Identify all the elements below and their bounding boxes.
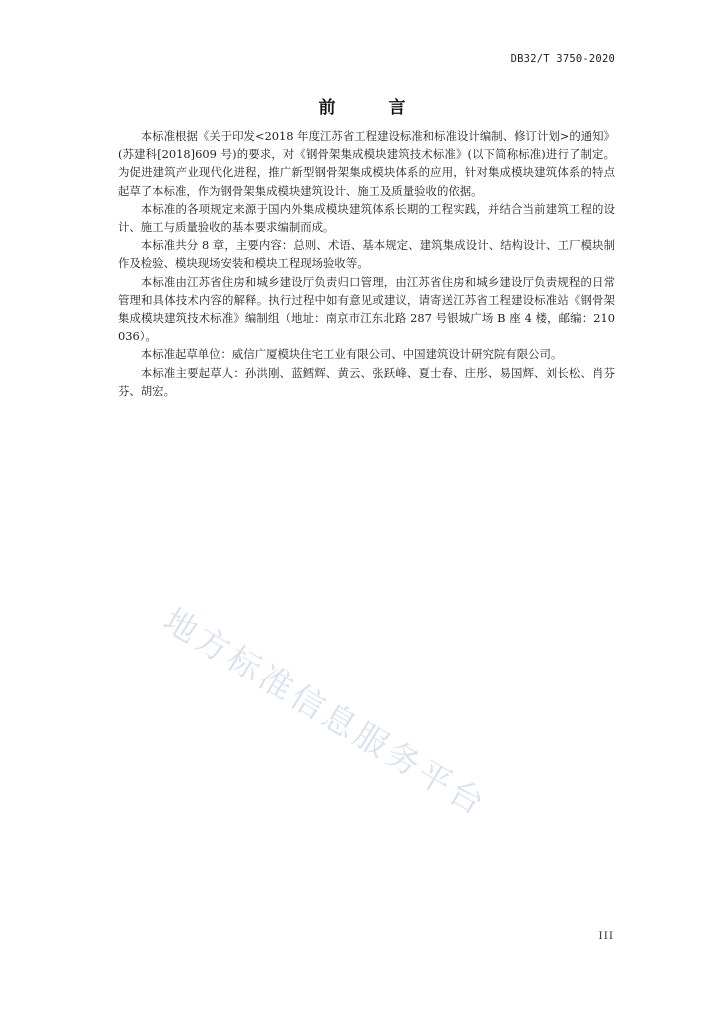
paragraph: 本标准根据《关于印发<2018 年度江苏省工程建设标准和标准设计编制、修订计划>的通知》(苏建科[2018]609 号)的要求，对《钢骨架集成模块建筑技术标准》(以下简称标准)进行了制定。为促进建筑产业现代化进程，推广新型钢骨架集成模块体系的应用，针对集成模块建筑体系的特点起草了本标准，作为钢骨架集成模块建筑设计、施工及质量验收的依据。 (118, 129, 615, 198)
paragraph: 本标准共分 8 章，主要内容：总则、术语、基本规定、建筑集成设计、结构设计、工厂模块制作及检验、模块现场安装和模块工程现场验收等。 (118, 238, 615, 271)
paragraph: 本标准的各项规定来源于国内外集成模块建筑体系长期的工程实践，并结合当前建筑工程的设计、施工与质量验收的基本要求编制而成。 (118, 201, 615, 235)
section-title: 前 言 (318, 98, 424, 118)
paragraph: 本标准由江苏省住房和城乡建设厅负责归口管理，由江苏省住房和城乡建设厅负责规程的日常管理和具体技术内容的解释。执行过程中如有意见或建议，请寄送江苏省工程建设标准站《钢骨架集成模块建筑技术标准》编制组（地址：南京市江东北路 287 号银城广场 B 座 4 楼，邮编：210036）。 (118, 274, 615, 344)
paragraph: 本标准主要起草人：孙洪刚、蓝鳕辉、黄云、张跃峰、夏士春、庄彤、易国辉、刘长松、肖芬芬、胡宏。 (118, 365, 615, 398)
watermark: 地方标准信息服务平台 (156, 600, 495, 825)
foreword-body (118, 127, 615, 400)
page-number: III (598, 930, 614, 942)
paragraph: 本标准起草单位：威信广厦模块住宅工业有限公司、中国建筑设计研究院有限公司。 (140, 347, 563, 362)
document-code: DB32/T 3750-2020 (510, 53, 615, 65)
